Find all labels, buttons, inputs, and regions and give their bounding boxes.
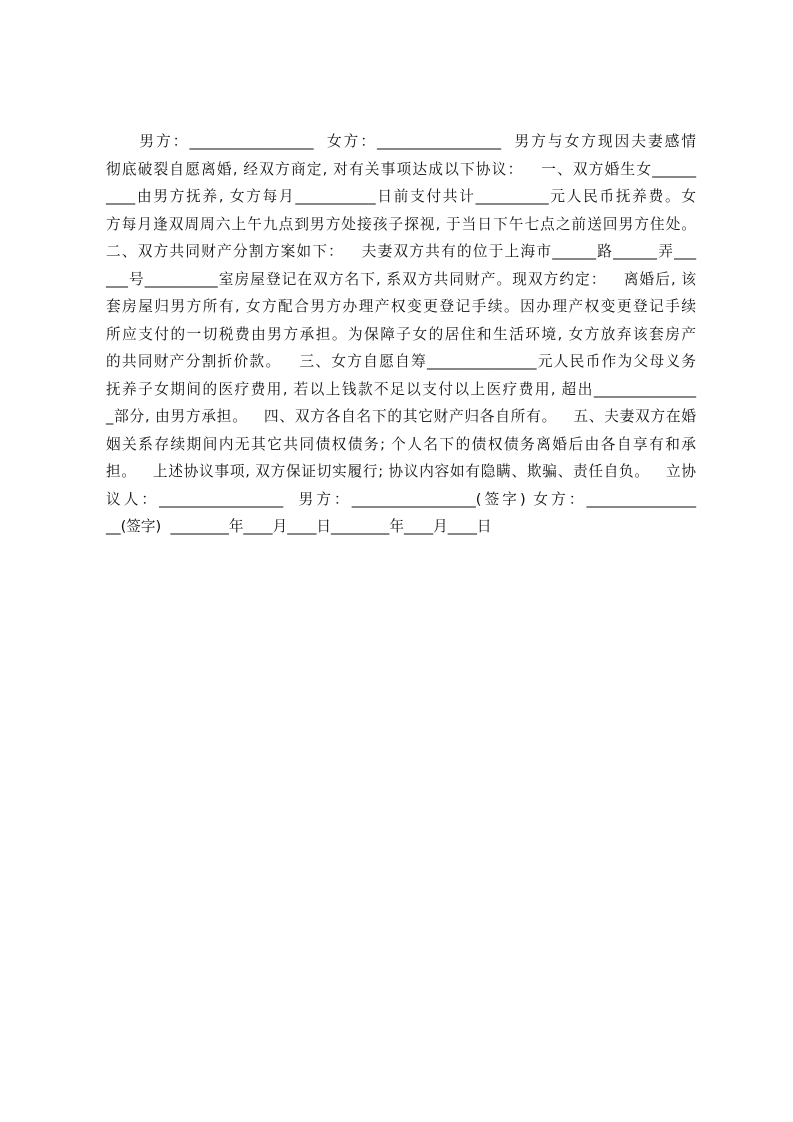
- agreement-line: 议人：_________________ 男方：_________________(签字) 女方：_______________: [106, 490, 696, 508]
- agreement-line: 姻关系存续期间内无其它共同债权债务; 个人名下的债权债务离婚后由各自享有和承: [106, 435, 696, 453]
- agreement-line: 的共同财产分割折价款。 三、女方自愿自筹_______________元人民币作为父母义务: [106, 353, 696, 370]
- agreement-line: ____由男方抚养, 女方每月___________日前支付共计__________元人民币抚养费。女: [106, 188, 696, 205]
- agreement-body: [106, 128, 696, 541]
- agreement-line: 男方：_________________ 女方：_________________ 男方与女方现因夫妻感情: [106, 133, 696, 150]
- agreement-line: 彻底破裂自愿离婚, 经双方商定, 对有关事项达成以下协议： 一、双方婚生女______: [106, 160, 696, 178]
- agreement-line: 所应支付的一切税费由男方承担。为保障子女的居住和生活环境, 女方放弃该套房产: [106, 325, 696, 343]
- agreement-line: ___号__________室房屋登记在双方名下, 系双方共同财产。现双方约定： 离婚后, 该: [106, 270, 696, 288]
- agreement-line: 二、双方共同财产分割方案如下： 夫妻双方共有的位于上海市______路______弄___: [106, 243, 696, 260]
- agreement-line: 担。 上述协议事项, 双方保证切实履行; 协议内容如有隐瞒、欺骗、责任自负。 立协: [106, 463, 696, 480]
- agreement-line: 方每月逢双周周六上午九点到男方处接孩子探视, 于当日下午七点之前送回男方住处。: [106, 215, 696, 233]
- agreement-line: 套房屋归男方所有, 女方配合男方办理产权变更登记手续。因办理产权变更登记手续: [106, 298, 696, 315]
- agreement-line: __(签字) ________年____月____日________年____月____日: [106, 518, 492, 535]
- agreement-line: 抚养子女期间的医疗费用, 若以上钱款不足以支付以上医疗费用, 超出______________: [106, 380, 696, 398]
- agreement-line: _部分, 由男方承担。 四、双方各自名下的其它财产归各自所有。 五、夫妻双方在婚: [106, 408, 696, 425]
